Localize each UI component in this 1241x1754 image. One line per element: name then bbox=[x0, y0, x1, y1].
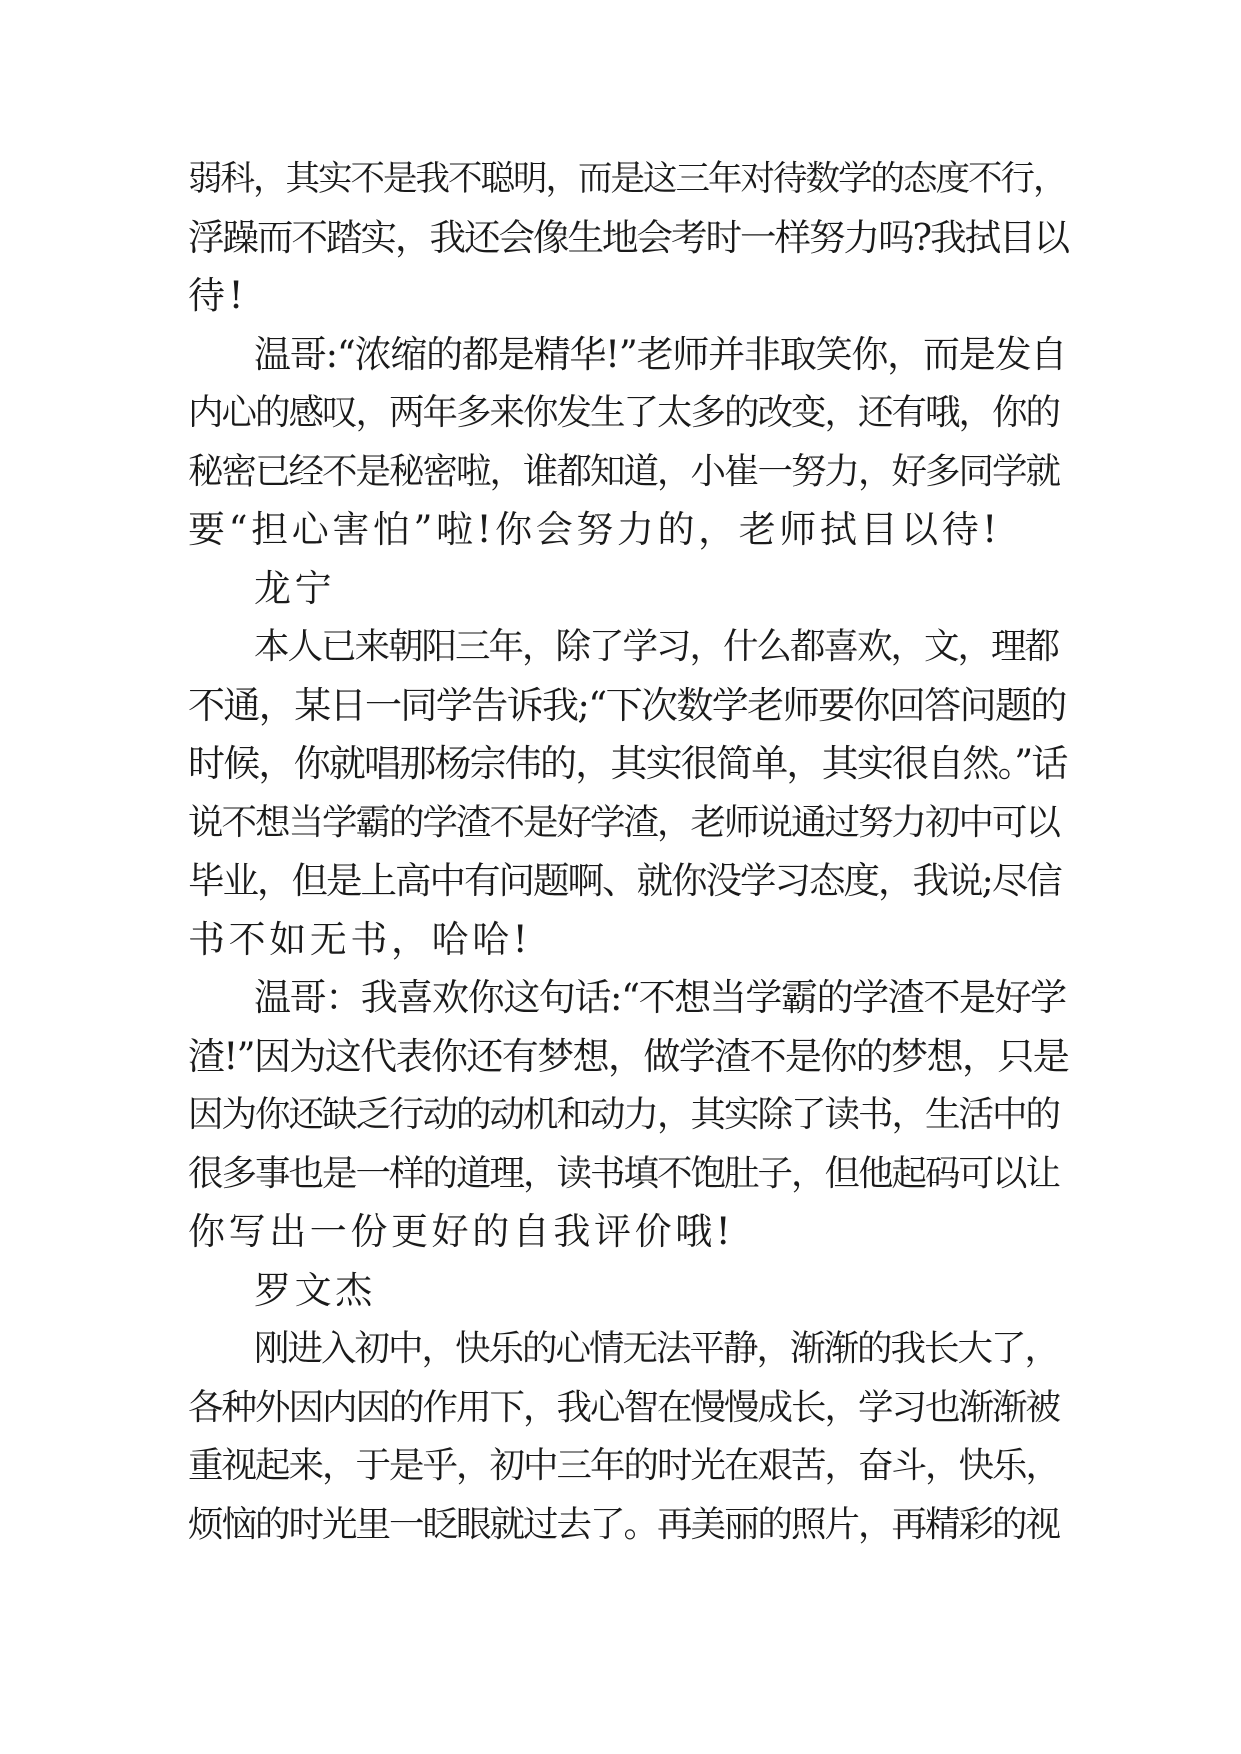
text-line: 你写出一份更好的自我评价哦! bbox=[188, 1210, 735, 1253]
text-line: 弱科，其实不是我不聪明，而是这三年对待数学的态度不行， bbox=[188, 159, 1066, 199]
text-line: 说不想当学霸的学渣不是好学渣，老师说通过努力初中可以 bbox=[188, 801, 1060, 843]
text-line: 罗文杰 bbox=[254, 1268, 376, 1312]
text-line: 书不如无书，哈哈! bbox=[188, 917, 532, 961]
text-line: 各种外因内因的作用下，我心智在慢慢成长，学习也渐渐被 bbox=[188, 1386, 1060, 1428]
text-line: 温哥:“浓缩的都是精华!”老师并非取笑你，而是发自 bbox=[254, 332, 1067, 376]
text-line: 本人已来朝阳三年，除了学习，什么都喜欢，文，理都 bbox=[254, 626, 1059, 667]
text-line: 要“担心害怕”啦!你会努力的，老师拭目以待! bbox=[188, 508, 1001, 551]
text-line: 重视起来，于是乎，初中三年的时光在艰苦，奋斗，快乐， bbox=[188, 1445, 1060, 1486]
text-line: 时候，你就唱那杨宗伟的，其实很简单，其实很自然。”话 bbox=[188, 742, 1067, 785]
text-line: 秘密已经不是秘密啦，谁都知道，小崔一努力，好多同学就 bbox=[188, 450, 1060, 492]
text-line: 内心的感叹，两年多来你发生了太多的改变，还有哦，你的 bbox=[188, 392, 1060, 433]
text-line: 温哥：我喜欢你这句话:“不想当学霸的学渣不是好学 bbox=[254, 976, 1066, 1019]
text-line: 龙宁 bbox=[254, 566, 336, 610]
text-line: 待! bbox=[188, 274, 248, 317]
text-line: 刚进入初中，快乐的心情无法平静，渐渐的我长大了， bbox=[254, 1328, 1059, 1369]
text-line: 烦恼的时光里一眨眼就过去了。再美丽的照片，再精彩的视 bbox=[188, 1503, 1060, 1545]
document-body bbox=[188, 150, 1068, 1554]
text-line: 渣!”因为这代表你还有梦想，做学渣不是你的梦想，只是 bbox=[188, 1034, 1069, 1078]
text-line: 浮躁而不踏实，我还会像生地会考时一样努力吗?我拭目以 bbox=[188, 215, 1069, 259]
text-line: 因为你还缺乏行动的动机和动力，其实除了读书，生活中的 bbox=[188, 1094, 1060, 1135]
text-line: 不通，某日一同学告诉我;“下次数学老师要你回答问题的 bbox=[188, 683, 1066, 727]
text-line: 很多事也是一样的道理，读书填不饱肚子，但他起码可以让 bbox=[188, 1152, 1060, 1194]
text-line: 毕业，但是上高中有问题啊、就你没学习态度，我说;尽信 bbox=[188, 859, 1061, 902]
